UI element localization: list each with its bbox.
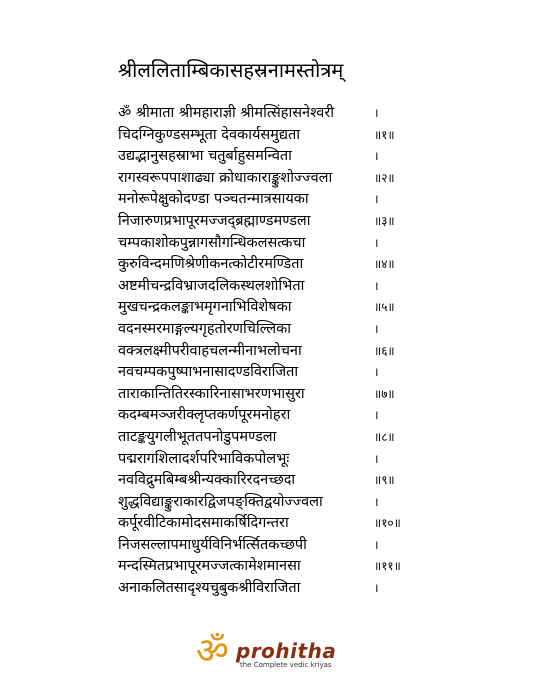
verse-text: नवविद्रुमबिम्बश्रीन्यक्कारिरदनच्छदा <box>118 472 296 489</box>
verse-line <box>118 168 418 190</box>
verse-line <box>118 427 418 449</box>
verse-line <box>118 254 418 276</box>
logo-tagline: the Complete vedic kriyas <box>240 661 332 669</box>
prohitha-logo <box>196 631 356 672</box>
logo-brand-name: prohitha <box>236 639 337 663</box>
verse-number: ॥१॥ <box>374 127 395 142</box>
verse-number: ॥११॥ <box>374 559 401 574</box>
verse-text: वदनस्मरमाङ्गल्यगृहतोरणचिल्लिका <box>118 320 291 337</box>
verse-text: अष्टमीचन्द्रविभ्राजदलिकस्थलशोभिता <box>118 277 305 294</box>
verse-text: कदम्बमञ्जरीक्लृप्तकर्णपूरमनोहरा <box>118 407 291 424</box>
verse-text: नवचम्पकपुष्पाभनासादण्डविराजिता <box>118 364 299 381</box>
verse-number: । <box>374 235 379 250</box>
verse-text: निजारुणप्रभापूरमज्जद्ब्रह्माण्डमण्डला <box>118 212 311 229</box>
verse-number: । <box>374 494 379 509</box>
document-title: श्रीललिताम्बिकासहस्रनामस्तोत्रम् <box>118 58 344 82</box>
verse-line <box>118 384 418 406</box>
verse-line <box>118 276 418 298</box>
verse-text: पद्मरागशिलादर्शपरिभाविकपोलभूः <box>118 450 290 467</box>
verse-line <box>118 492 418 514</box>
verse-text: वक्त्रलक्ष्मीपरीवाहचलन्मीनाभलोचना <box>118 342 302 359</box>
verse-number: । <box>374 278 379 293</box>
verse-number: ॥२॥ <box>374 170 395 185</box>
verse-text: शुद्धविद्याङ्कुराकारद्विजपङ्क्तिद्वयोज्ज्वला <box>118 493 323 510</box>
verse-number: ॥९॥ <box>374 473 395 488</box>
verse-number: । <box>374 149 379 164</box>
verse-text: मनोरूपेक्षुकोदण्डा पञ्चतन्मात्रसायका <box>118 191 309 208</box>
verse-line <box>118 449 418 471</box>
verse-text: ताटङ्कयुगलीभूततपनोडुपमण्डला <box>118 428 277 445</box>
verse-text: उद्यद्भानुसहस्राभा चतुर्बाहुसमन्विता <box>118 148 292 165</box>
verse-number: । <box>374 365 379 380</box>
verse-number: ॥७॥ <box>374 386 395 401</box>
verse-line <box>118 578 418 600</box>
verse-number: । <box>374 408 379 423</box>
verse-line <box>118 211 418 233</box>
verse-line <box>118 103 418 125</box>
verse-number: ॥४॥ <box>374 257 395 272</box>
verse-line <box>118 535 418 557</box>
verse-number: । <box>374 581 379 596</box>
verse-number: । <box>374 537 379 552</box>
verse-text: अनाकलितसादृश्यचुबुकश्रीविराजिता <box>118 580 301 597</box>
verse-text: कर्पूरवीटिकामोदसमाकर्षिदिगन्तरा <box>118 515 289 532</box>
verse-text: कुरुविन्दमणिश्रेणीकनत्कोटीरमण्डिता <box>118 256 304 273</box>
verse-text: चम्पकाशोकपुन्नागसौगन्धिकलसत्कचा <box>118 234 306 251</box>
verse-text: निजसल्लापमाधुर्यविनिर्भर्त्सितकच्छपी <box>118 536 307 553</box>
verse-text: मन्दस्मितप्रभापूरमज्जत्कामेशमानसा <box>118 558 301 575</box>
verse-line <box>118 362 418 384</box>
verse-number: । <box>374 321 379 336</box>
verse-text: रागस्वरूपपाशाढ्या क्रोधाकाराङ्कुशोज्ज्वला <box>118 169 333 186</box>
verse-line <box>118 233 418 255</box>
verse-number: ॥५॥ <box>374 300 395 315</box>
verse-text: ॐ श्रीमाता श्रीमहाराज्ञी श्रीमत्सिंहासनेश्वरी <box>118 105 335 121</box>
verse-line <box>118 319 418 341</box>
verse-text: मुखचन्द्रकलङ्काभमृगनाभिविशेषका <box>118 299 292 316</box>
verse-text: ताराकान्तितिरस्कारिनासाभरणभासुरा <box>118 385 305 402</box>
verse-text: चिदग्निकुण्डसम्भूता देवकार्यसमुद्यता <box>118 126 300 143</box>
verse-line <box>118 146 418 168</box>
verse-number: ॥३॥ <box>374 213 395 228</box>
verse-line <box>118 125 418 147</box>
verse-line <box>118 405 418 427</box>
verse-line <box>118 189 418 211</box>
verse-number: ॥१०॥ <box>374 516 401 531</box>
verse-line <box>118 513 418 535</box>
verse-number: । <box>374 106 379 120</box>
verse-number: । <box>374 192 379 207</box>
verse-number: ॥६॥ <box>374 343 395 358</box>
verse-line <box>118 297 418 319</box>
om-symbol-icon: ॐ <box>196 631 229 672</box>
verse-line <box>118 341 418 363</box>
verse-number: ॥८॥ <box>374 429 395 444</box>
verse-line <box>118 556 418 578</box>
verse-list <box>118 103 418 600</box>
verse-line <box>118 470 418 492</box>
verse-number: । <box>374 451 379 466</box>
